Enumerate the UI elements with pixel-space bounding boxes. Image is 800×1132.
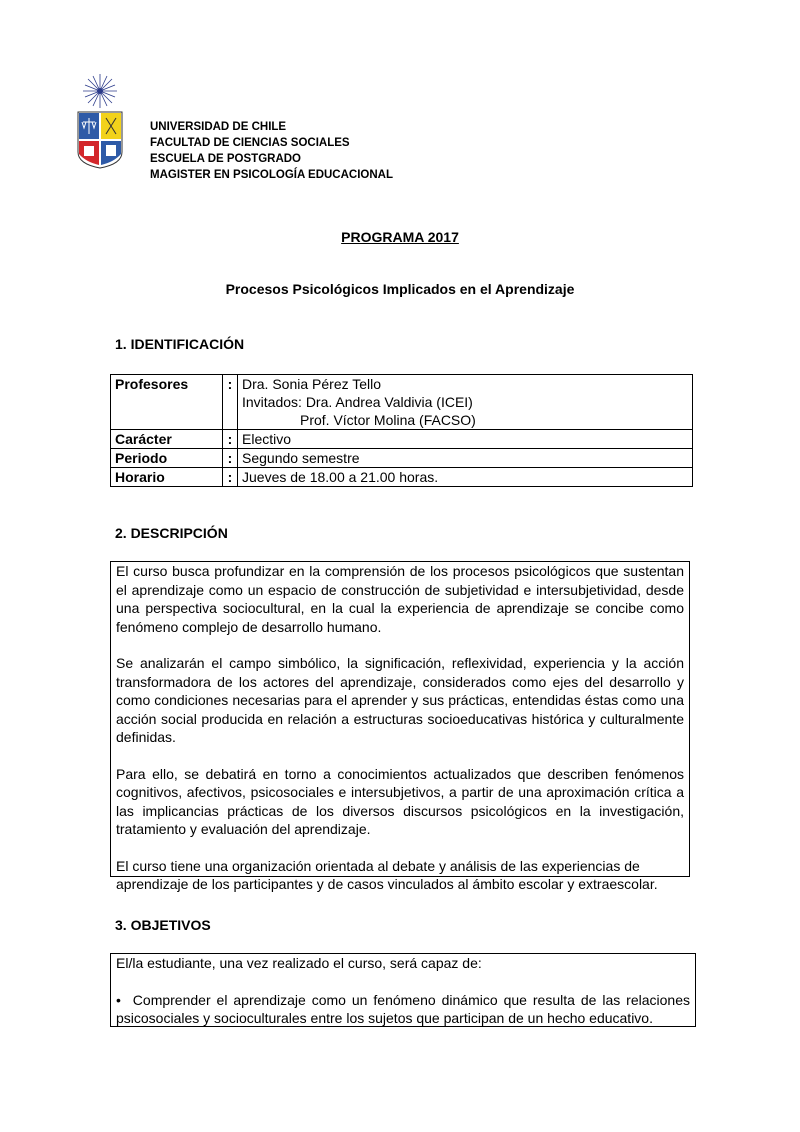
description-paragraph: Se analizarán el campo simbólico, la significación, reflexividad, experiencia y la acción transformadora de los actores del aprendizaje, considerados como ejes del desarrollo y como condiciones necesarias para el aprender y sus prácticas, entendidas éstas como una acción social producida en relación a estructuras socioeducativas histórica y culturalmente definidas. — [116, 655, 684, 745]
institution-header — [150, 119, 393, 183]
identification-table — [110, 374, 693, 487]
row-value: Jueves de 18.00 a 21.00 horas. — [238, 468, 693, 487]
program-title: PROGRAMA 2017 — [341, 229, 459, 245]
row-label: Horario — [111, 468, 223, 487]
section-identification-heading: 1. IDENTIFICACIÓN — [115, 336, 245, 352]
row-label: Carácter — [111, 430, 223, 449]
guest-professor: Invitados: Dra. Andrea Valdivia (ICEI) — [242, 394, 473, 410]
objective-text: Comprender el aprendizaje como un fenómeno dinámico que resulta de las relaciones psicosociales y socioculturales entre los sujetos que participan de un hecho educativo. — [116, 991, 690, 1026]
section-description-heading: 2. DESCRIPCIÓN — [115, 525, 228, 541]
row-colon: : — [223, 449, 238, 468]
guest-professor: Prof. Víctor Molina (FACSO) — [300, 412, 476, 428]
university-crest-logo — [76, 72, 124, 170]
professor-name: Dra. Sonia Pérez Tello — [242, 376, 382, 392]
row-colon: : — [223, 468, 238, 487]
row-label: Periodo — [111, 449, 223, 468]
objective-item — [116, 991, 690, 1028]
table-row — [111, 375, 693, 430]
table-row — [111, 449, 693, 468]
faculty-name: FACULTAD DE CIENCIAS SOCIALES — [150, 137, 350, 149]
row-value — [238, 375, 693, 430]
course-title: Procesos Psicológicos Implicados en el Aprendizaje — [225, 281, 575, 297]
section-objectives-heading: 3. OBJETIVOS — [115, 917, 211, 933]
bullet-icon: • — [116, 991, 121, 1008]
row-value: Segundo semestre — [238, 449, 693, 468]
table-row — [111, 468, 693, 487]
description-paragraph: El curso tiene una organización orientada al debate y análisis de las experiencias de aprendizaje de los participantes y de casos vinculados al ámbito escolar y extraescolar. — [116, 857, 658, 892]
objectives-intro: El/la estudiante, una vez realizado el curso, será capaz de: — [116, 955, 482, 971]
description-paragraph: Para ello, se debatirá en torno a conocimientos actualizados que describen fenómenos cognitivos, afectivos, psicosociales e intersubjetivos, a partir de una aproximación crítica a las implicancias prácticas de los diversos discursos psicológicos en la investigación, tratamiento y evaluación del aprendizaje. — [116, 765, 684, 837]
row-value: Electivo — [238, 430, 693, 449]
row-colon: : — [223, 430, 238, 449]
program-name: MAGISTER EN PSICOLOGÍA EDUCACIONAL — [150, 169, 393, 181]
row-colon: : — [223, 375, 238, 430]
university-name: UNIVERSIDAD DE CHILE — [150, 121, 287, 133]
objectives-box — [110, 953, 696, 1027]
description-paragraph: El curso busca profundizar en la comprensión de los procesos psicológicos que sustentan el aprendizaje como un espacio de construcción de subjetividad e intersubjetividad, desde una perspectiva sociocultural, en la cual la experiencia de aprendizaje se concibe como fenómeno complejo de desarrollo humano. — [116, 563, 684, 635]
description-box — [110, 561, 690, 892]
school-name: ESCUELA DE POSTGRADO — [150, 153, 302, 165]
table-row — [111, 430, 693, 449]
row-label: Profesores — [111, 375, 223, 430]
